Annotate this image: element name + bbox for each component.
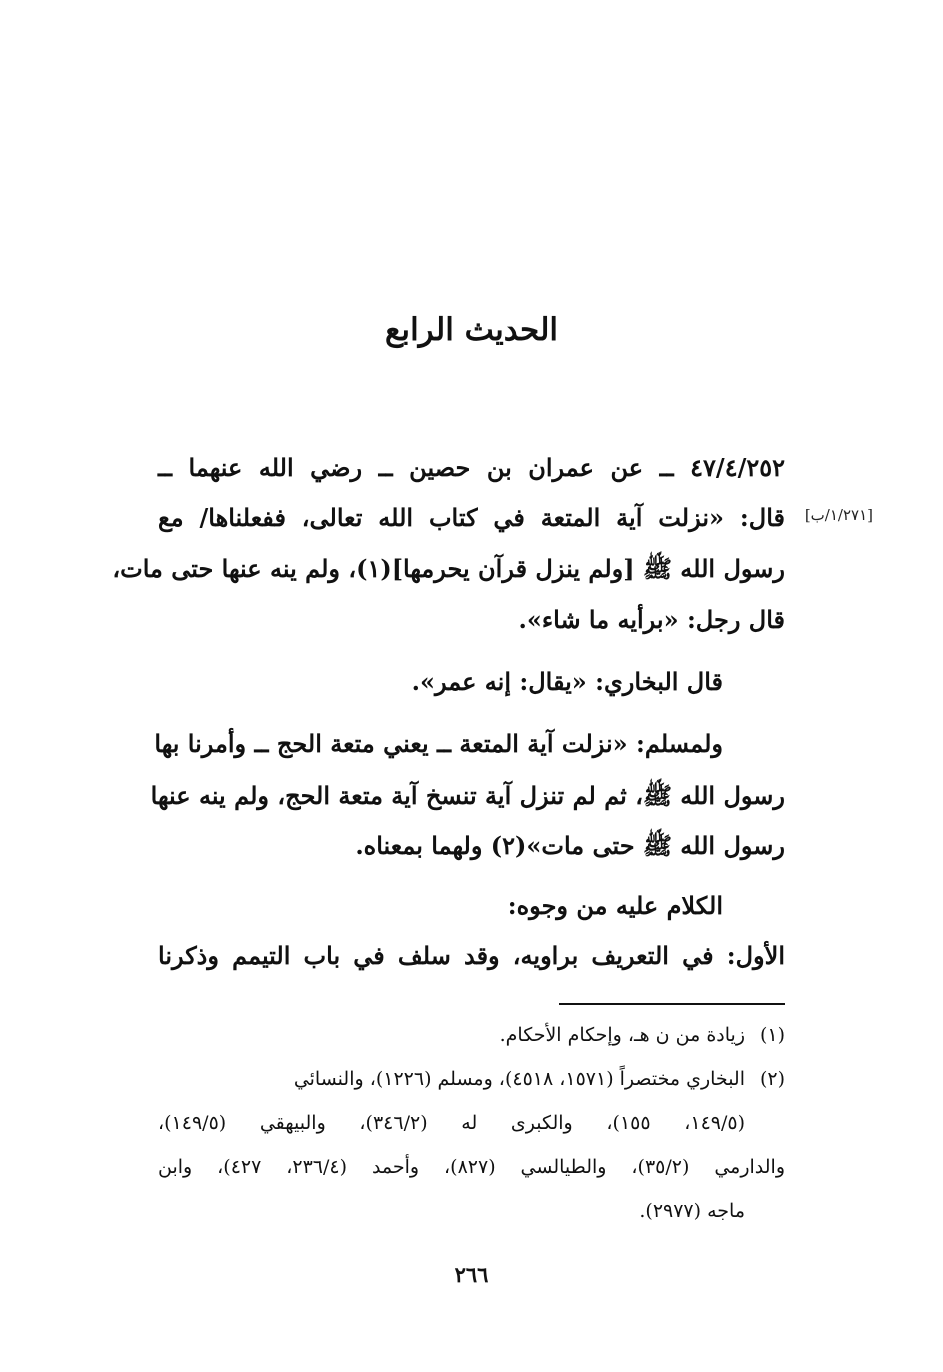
section-title: الحديث الرابع xyxy=(384,312,559,348)
body-line: قال رجل: «برأيه ما شاء». xyxy=(518,605,785,634)
body-line: ٤٧/٤/٢٥٢ ــ عن عمران بن حصين ــ رضي الله عنهما ــ xyxy=(158,453,786,482)
body-line: ولمسلم: «نزلت آية المتعة ــ يعني متعة الحج ــ وأمرنا بها xyxy=(154,729,723,758)
body-line: رسول الله ﷺ حتى مات»(٢) ولهما بمعناه. xyxy=(355,831,785,860)
body-line: الكلام عليه من وجوه: xyxy=(507,891,723,920)
body-line: رسول الله ﷺ، ثم لم تنزل آية تنسخ آية متعة الحج، ولم ينه عنها xyxy=(150,781,785,810)
footnote-2-cont: (١٤٩/٥، ١٥٥)، والكبرى له (٣٤٦/٢)، والبيهقي (١٤٩/٥)، xyxy=(158,1112,746,1134)
footnote-1 xyxy=(500,1020,785,1050)
margin-folio-note: [١/٢٧١/ب] xyxy=(804,506,873,524)
body-line: الأول: في التعريف براويه، وقد سلف في باب التيمم وذكرنا xyxy=(158,941,785,970)
footnote-number: (٢) xyxy=(759,1068,785,1090)
footnote-2-cont: ماجه (٢٩٧٧). xyxy=(639,1200,745,1222)
body-line: قال البخاري: «يقال: إنه عمر». xyxy=(411,667,723,696)
page-number: ٢٦٦ xyxy=(454,1262,489,1287)
footnote-2 xyxy=(158,1064,785,1094)
footnote-2-cont: والدارمي (٣٥/٢)، والطيالسي (٨٢٧)، وأحمد (٢٣٦/٤، ٤٢٧)، وابن xyxy=(158,1156,786,1178)
footnote-text: البخاري مختصراً (١٥٧١، ٤٥١٨)، ومسلم (١٢٢٦)، والنسائي xyxy=(293,1068,745,1090)
footnote-text: زيادة من ن هـ، وإحكام الأحكام. xyxy=(499,1024,745,1046)
body-line: رسول الله ﷺ [ولم ينزل قرآن يحرمها](١)، ولم ينه عنها حتى مات، xyxy=(112,554,785,583)
footnote-number: (١) xyxy=(759,1024,785,1046)
body-line: قال: «نزلت آية المتعة في كتاب الله تعالى، ففعلناها/ مع xyxy=(158,503,785,532)
footnote-separator xyxy=(559,1003,785,1005)
